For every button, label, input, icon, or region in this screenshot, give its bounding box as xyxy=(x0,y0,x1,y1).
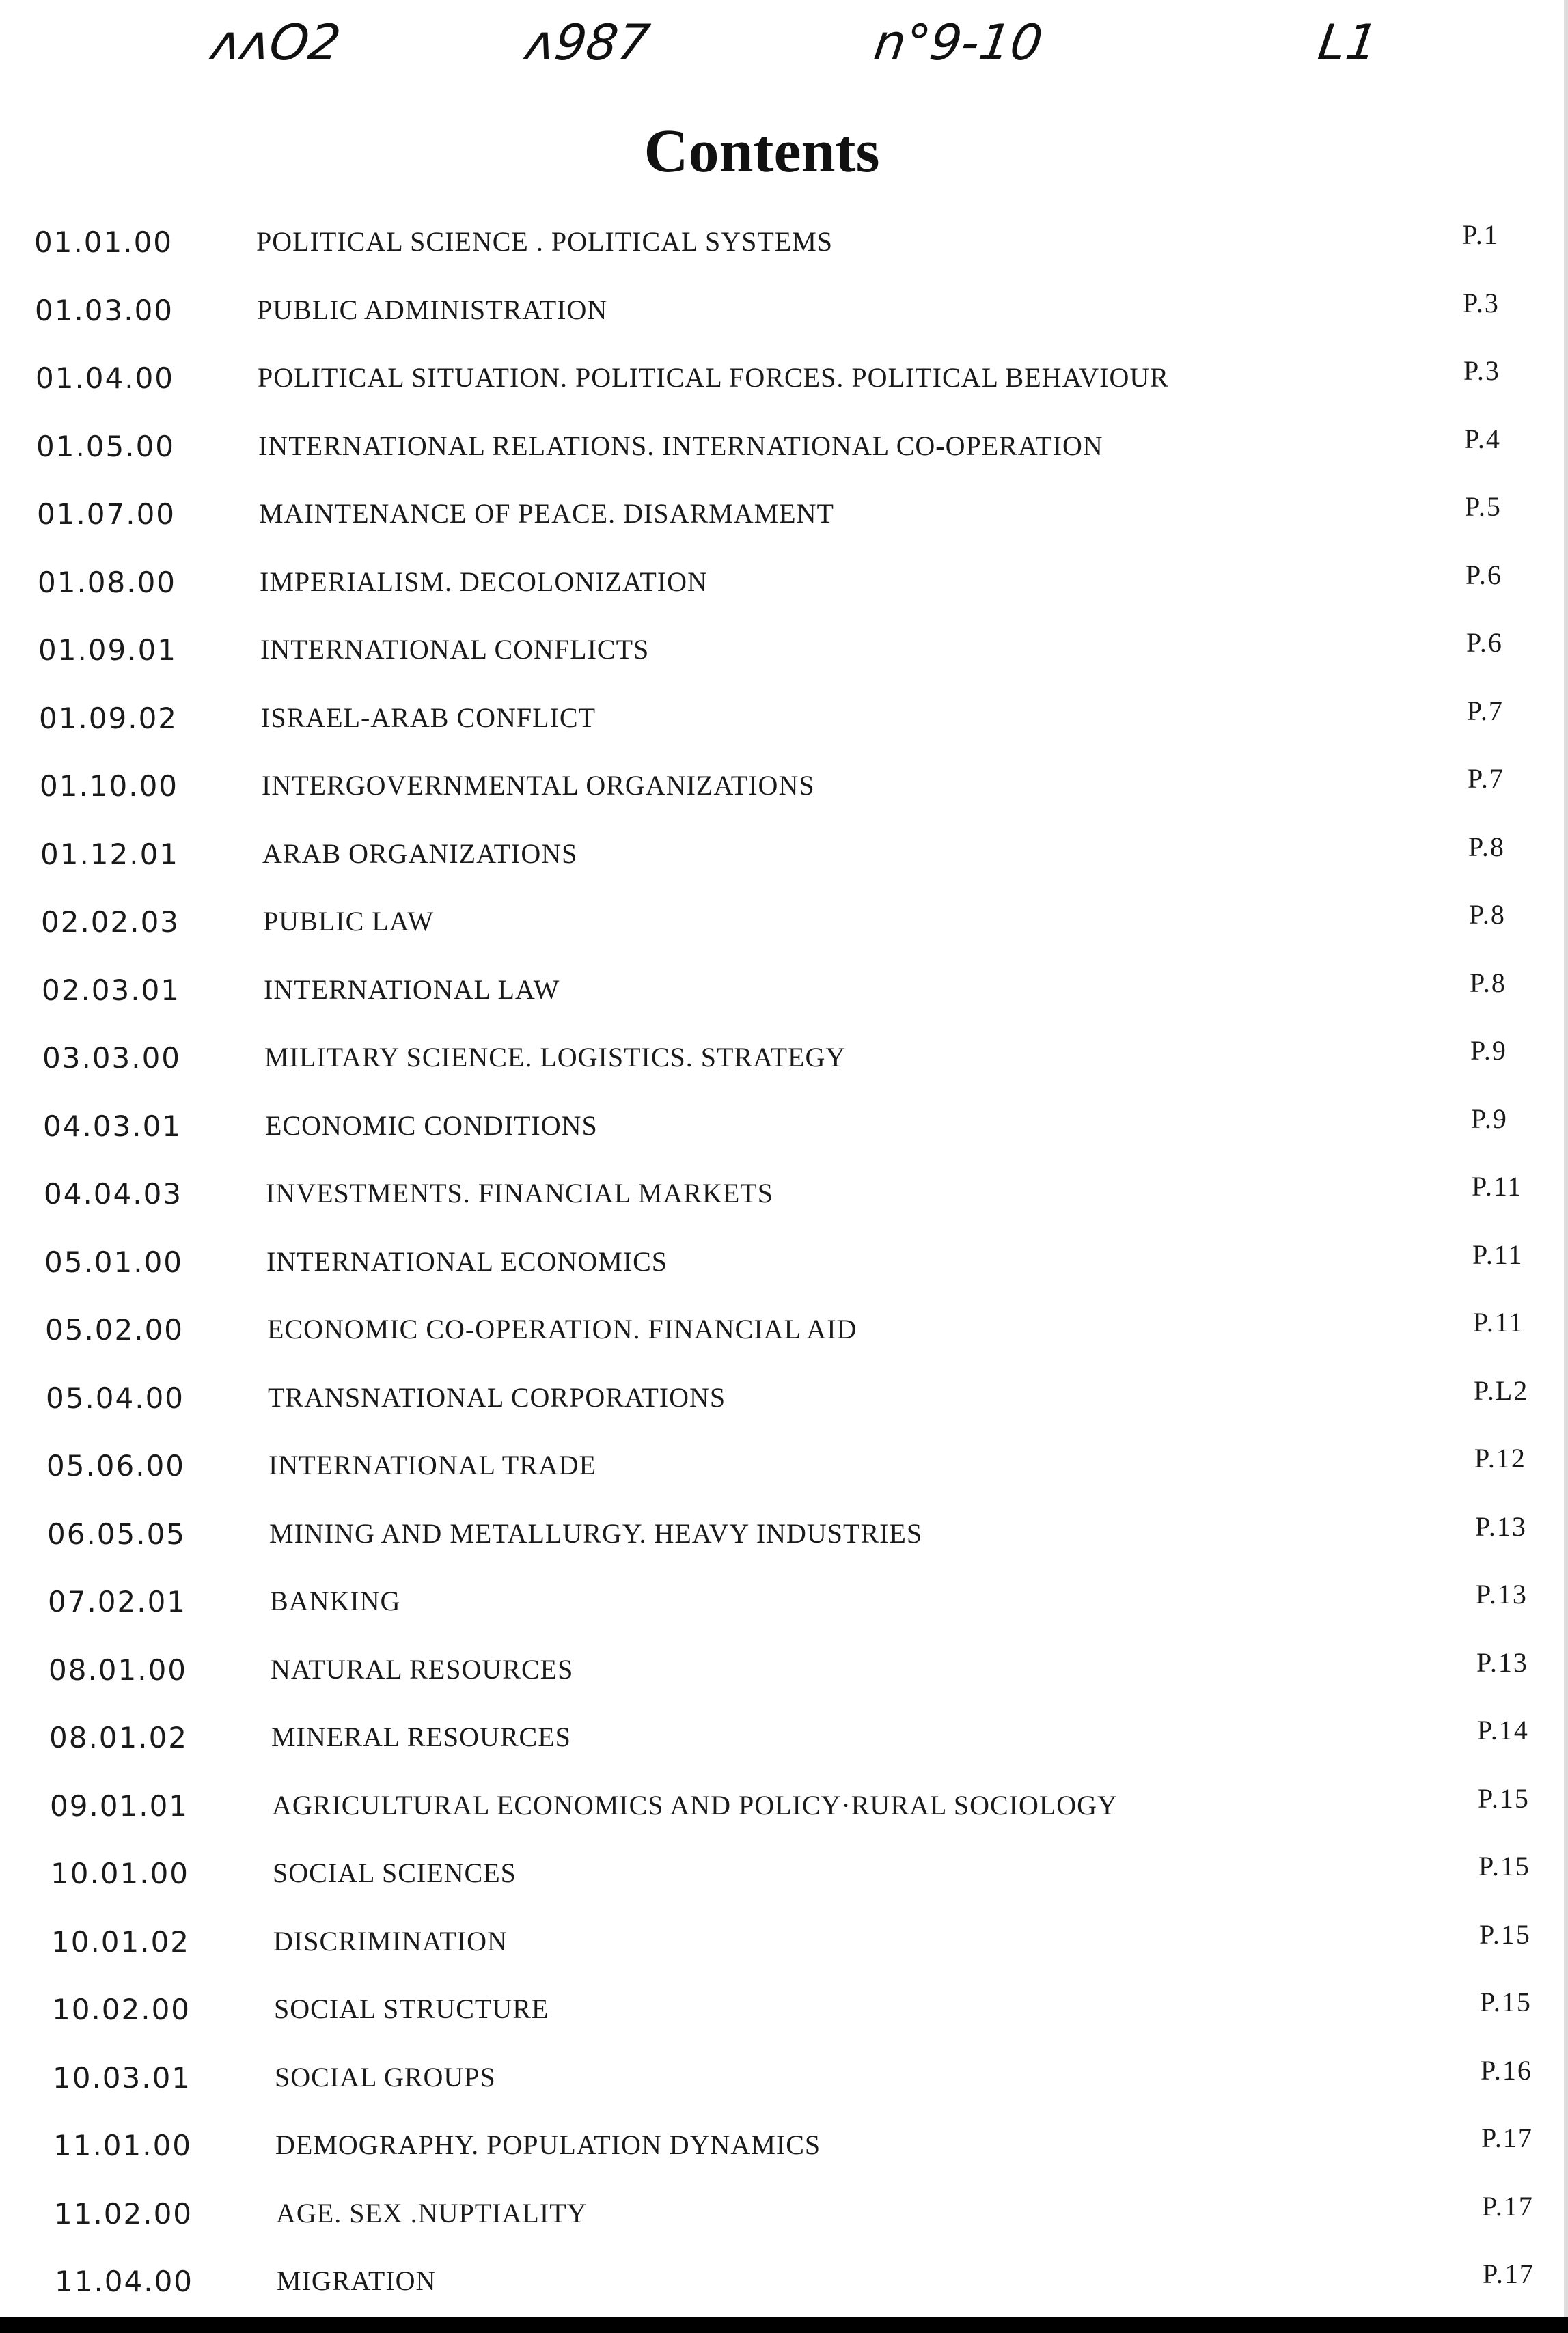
page-reference: P.6 xyxy=(1466,627,1503,658)
page-reference: P.17 xyxy=(1483,2259,1535,2289)
page-reference: P.L2 xyxy=(1474,1375,1529,1406)
section-heading: ARAB ORGANIZATIONS xyxy=(262,838,578,869)
section-code: 10.03.01 xyxy=(53,2061,192,2095)
section-heading: AGE. SEX .NUPTIALITY xyxy=(276,2198,588,2228)
page-reference: P.14 xyxy=(1477,1715,1529,1745)
toc-entry xyxy=(53,2123,1568,2177)
page-reference: P.9 xyxy=(1470,1035,1507,1066)
handwritten-note: L1 xyxy=(1315,14,1381,71)
section-code: 03.03.00 xyxy=(42,1041,182,1075)
section-heading: POLITICAL SCIENCE . POLITICAL SYSTEMS xyxy=(256,226,834,257)
page-reference: P.8 xyxy=(1469,899,1506,930)
toc-entry xyxy=(52,1987,1568,2041)
toc-entry xyxy=(50,1783,1568,1837)
toc-entry xyxy=(42,1035,1566,1089)
page-reference: P.17 xyxy=(1481,2123,1533,2153)
section-code: 01.10.00 xyxy=(40,769,179,803)
page-reference: P.8 xyxy=(1470,967,1507,998)
section-heading: MINERAL RESOURCES xyxy=(271,1722,571,1752)
section-code: 10.01.02 xyxy=(51,1925,191,1959)
section-code: 01.04.00 xyxy=(36,361,175,395)
section-heading: TRANSNATIONAL CORPORATIONS xyxy=(268,1382,726,1413)
toc-entry xyxy=(36,424,1560,478)
page-reference: P.17 xyxy=(1482,2191,1534,2222)
section-heading: MILITARY SCIENCE. LOGISTICS. STRATEGY xyxy=(264,1042,847,1073)
section-heading: ECONOMIC CONDITIONS xyxy=(265,1110,598,1141)
section-heading: DISCRIMINATION xyxy=(273,1926,508,1957)
section-code: 04.04.03 xyxy=(44,1177,183,1211)
toc-entry xyxy=(53,2055,1568,2109)
page-reference: P.15 xyxy=(1478,1851,1530,1881)
section-heading: POLITICAL SITUATION. POLITICAL FORCES. POLITICAL BEHAVIOUR xyxy=(258,362,1169,393)
section-code: 07.02.01 xyxy=(48,1585,187,1618)
section-heading: INVESTMENTS. FINANCIAL MARKETS xyxy=(266,1178,773,1209)
page-reference: P.7 xyxy=(1468,763,1504,794)
section-heading: INTERNATIONAL ECONOMICS xyxy=(266,1246,668,1277)
section-heading: IMPERIALISM. DECOLONIZATION xyxy=(260,566,708,597)
section-code: 11.04.00 xyxy=(55,2265,194,2298)
page-reference: P.3 xyxy=(1463,288,1500,318)
section-heading: INTERNATIONAL CONFLICTS xyxy=(260,634,650,665)
section-code: 01.09.02 xyxy=(39,702,178,735)
page-reference: P.15 xyxy=(1479,1919,1531,1950)
page-reference: P.15 xyxy=(1480,1987,1532,2017)
page-reference: P.5 xyxy=(1465,491,1502,522)
section-code: 04.03.01 xyxy=(43,1109,182,1143)
toc-entry xyxy=(39,695,1563,749)
section-code: 11.02.00 xyxy=(54,2197,193,2231)
page-reference: P.9 xyxy=(1471,1103,1508,1134)
toc-entry xyxy=(34,219,1558,273)
toc-entry xyxy=(47,1511,1568,1565)
handwritten-note: n°9-10 xyxy=(870,14,1046,71)
section-heading: INTERNATIONAL RELATIONS. INTERNATIONAL CO-OPERATION xyxy=(258,430,1103,461)
handwritten-note: ᴧᴧO2 xyxy=(208,14,344,71)
section-heading: MINING AND METALLURGY. HEAVY INDUSTRIES xyxy=(269,1518,923,1549)
section-code: 01.12.01 xyxy=(40,838,180,871)
toc-entry xyxy=(40,831,1564,885)
section-heading: MIGRATION xyxy=(277,2265,437,2296)
page-reference: P.8 xyxy=(1468,831,1505,862)
section-code: 05.02.00 xyxy=(45,1313,184,1347)
section-code: 01.07.00 xyxy=(37,497,176,531)
toc-entry xyxy=(46,1443,1568,1497)
toc-entry xyxy=(38,560,1561,613)
section-code: 02.03.01 xyxy=(42,974,181,1007)
section-code: 11.01.00 xyxy=(53,2129,193,2162)
toc-entry xyxy=(45,1307,1568,1361)
section-heading: NATURAL RESOURCES xyxy=(271,1654,574,1685)
page-reference: P.11 xyxy=(1472,1171,1523,1202)
section-code: 01.01.00 xyxy=(34,225,174,259)
page-reference: P.13 xyxy=(1475,1511,1527,1542)
section-heading: INTERNATIONAL TRADE xyxy=(269,1450,597,1480)
toc-entry xyxy=(44,1171,1567,1225)
toc-entry xyxy=(51,1919,1568,1973)
page-reference: P.11 xyxy=(1473,1307,1524,1338)
page-reference: P.7 xyxy=(1467,695,1504,726)
section-heading: DEMOGRAPHY. POPULATION DYNAMICS xyxy=(275,2129,821,2160)
section-heading: BANKING xyxy=(270,1586,401,1616)
section-heading: SOCIAL GROUPS xyxy=(275,2062,496,2093)
page-reference: P.13 xyxy=(1476,1647,1528,1678)
toc-entry xyxy=(43,1103,1567,1157)
section-heading: MAINTENANCE OF PEACE. DISARMAMENT xyxy=(259,498,834,529)
section-code: 08.01.00 xyxy=(49,1653,188,1687)
section-code: 02.02.03 xyxy=(41,905,180,939)
section-heading: AGRICULTURAL ECONOMICS AND POLICY·RURAL SOCIOLOGY xyxy=(272,1790,1118,1821)
page-reference: P.16 xyxy=(1481,2055,1532,2086)
section-code: 08.01.02 xyxy=(49,1721,189,1754)
toc-entry xyxy=(49,1647,1568,1701)
page-reference: P.1 xyxy=(1462,219,1499,250)
toc-entry xyxy=(46,1375,1568,1429)
section-code: 05.06.00 xyxy=(46,1449,186,1482)
section-heading: PUBLIC ADMINISTRATION xyxy=(257,294,608,325)
page-reference: P.3 xyxy=(1463,355,1500,386)
page-reference: P.4 xyxy=(1464,424,1501,454)
section-heading: ISRAEL-ARAB CONFLICT xyxy=(261,702,596,733)
section-code: 01.09.01 xyxy=(38,633,178,667)
toc-entry xyxy=(51,1851,1568,1905)
page-reference: P.11 xyxy=(1472,1239,1524,1270)
handwritten-note: ᴧ987 xyxy=(522,14,653,71)
toc-entry xyxy=(54,2191,1568,2245)
toc-entry xyxy=(40,763,1563,817)
page-reference: P.6 xyxy=(1466,560,1502,590)
section-code: 01.03.00 xyxy=(35,294,174,327)
toc-entry xyxy=(49,1715,1568,1769)
page-reference: P.13 xyxy=(1476,1579,1528,1610)
section-code: 01.08.00 xyxy=(38,566,177,599)
toc-entry xyxy=(36,355,1559,409)
section-heading: SOCIAL SCIENCES xyxy=(273,1858,517,1888)
page-title: Contents xyxy=(644,118,880,186)
page-reference: P.15 xyxy=(1478,1783,1530,1814)
section-code: 05.01.00 xyxy=(44,1245,184,1279)
section-heading: INTERNATIONAL LAW xyxy=(264,974,560,1005)
section-heading: PUBLIC LAW xyxy=(263,906,435,937)
page-reference: P.12 xyxy=(1474,1443,1526,1474)
toc-entry xyxy=(44,1239,1568,1293)
scan-border xyxy=(0,2317,1568,2333)
toc-entry xyxy=(35,288,1558,342)
toc-entry xyxy=(41,899,1565,953)
section-heading: ECONOMIC CO-OPERATION. FINANCIAL AID xyxy=(267,1314,857,1344)
toc-entry xyxy=(42,967,1565,1021)
toc-entry xyxy=(55,2259,1568,2313)
section-code: 10.01.00 xyxy=(51,1857,190,1890)
section-code: 01.05.00 xyxy=(36,430,176,463)
section-heading: INTERGOVERNMENTAL ORGANIZATIONS xyxy=(262,770,815,801)
section-code: 05.04.00 xyxy=(46,1381,185,1415)
section-code: 09.01.01 xyxy=(50,1789,189,1823)
section-code: 10.02.00 xyxy=(52,1993,191,2026)
toc-entry xyxy=(48,1579,1568,1633)
toc-entry xyxy=(37,491,1560,545)
toc-entry xyxy=(38,627,1562,681)
section-heading: SOCIAL STRUCTURE xyxy=(274,1993,549,2024)
section-code: 06.05.05 xyxy=(47,1517,187,1551)
